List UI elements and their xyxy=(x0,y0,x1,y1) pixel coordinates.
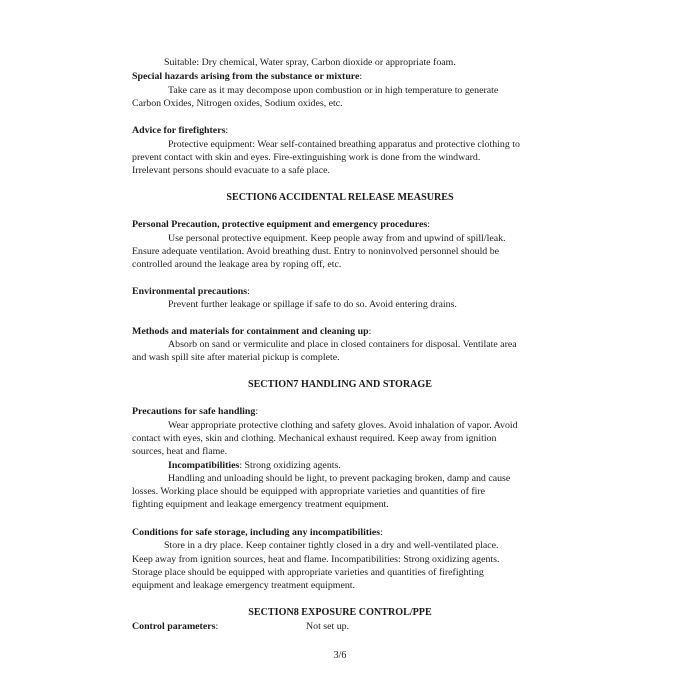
methods-line-1: Absorb on sand or vermiculite and place in closed containers for disposal. Ventilate area xyxy=(168,339,517,350)
advice-line-2: prevent contact with skin and eyes. Fire-extinguishing work is done from the windward. xyxy=(132,152,481,163)
suitable-media-line: Suitable: Dry chemical, Water spray, Carbon dioxide or appropriate foam. xyxy=(164,57,456,68)
environmental-heading: Environmental precautions: xyxy=(132,286,250,297)
precautions-heading: Precautions for safe handling: xyxy=(132,406,259,417)
special-hazards-line-2: Carbon Oxides, Nitrogen oxides, Sodium oxides, etc. xyxy=(132,98,343,109)
advice-line-1: Protective equipment: Wear self-contained breathing apparatus and protective clothing to xyxy=(168,139,520,150)
incompatibilities-line: Incompatibilities: Strong oxidizing agents. xyxy=(168,460,341,471)
storage-line-1: Store in a dry place. Keep container tightly closed in a dry and well-ventilated place. xyxy=(164,540,499,551)
storage-line-4: equipment and leakage emergency treatment equipment. xyxy=(132,580,356,591)
handling-line-2: losses. Working place should be equipped with appropriate varieties and quantities of fire xyxy=(132,486,486,497)
personal-precaution-heading: Personal Precaution, protective equipment and emergency procedures: xyxy=(132,219,430,230)
precautions-line-3: sources, heat and flame. xyxy=(132,446,228,457)
advice-firefighters-heading: Advice for firefighters: xyxy=(132,125,229,136)
handling-line-1: Handling and unloading should be light, to prevent packaging broken, damp and cause xyxy=(168,473,511,484)
control-parameters-value: Not set up. xyxy=(306,621,350,632)
special-hazards-heading: Special hazards arising from the substance or mixture: xyxy=(132,71,363,82)
storage-line-3: Storage place should be equipped with appropriate varieties and quantities of firefighting xyxy=(132,567,484,578)
handling-line-3: fighting equipment and leakage emergency treatment equipment. xyxy=(132,499,389,510)
section8-title: SECTION8 EXPOSURE CONTROL/PPE xyxy=(248,607,432,618)
personal-line-3: controlled around the leakage area by roping off, etc. xyxy=(132,259,342,270)
advice-line-3: Irrelevant persons should evacuate to a safe place. xyxy=(132,165,330,176)
precautions-line-1: Wear appropriate protective clothing and safety gloves. Avoid inhalation of vapor. Avoid xyxy=(168,420,518,431)
environmental-line-1: Prevent further leakage or spillage if safe to do so. Avoid entering drains. xyxy=(168,299,457,310)
section6-title: SECTION6 ACCIDENTAL RELEASE MEASURES xyxy=(226,192,454,203)
storage-heading: Conditions for safe storage, including any incompatibilities: xyxy=(132,527,383,538)
special-hazards-line-1: Take care as it may decompose upon combustion or in high temperature to generate xyxy=(168,85,499,96)
page-number: 3/6 xyxy=(333,650,347,661)
personal-line-1: Use personal protective equipment. Keep people away from and upwind of spill/leak. xyxy=(168,233,506,244)
methods-heading: Methods and materials for containment and cleaning up: xyxy=(132,326,372,337)
control-parameters-label: Control parameters: xyxy=(132,621,219,632)
section7-title: SECTION7 HANDLING AND STORAGE xyxy=(247,379,433,390)
storage-line-2: Keep away from ignition sources, heat and flame. Incompatibilities: Strong oxidizing agents. xyxy=(132,554,500,565)
precautions-line-2: contact with eyes, skin and clothing. Mechanical exhaust required. Keep away from ignition xyxy=(132,433,497,444)
methods-line-2: and wash spill site after material pickup is complete. xyxy=(132,352,340,363)
personal-line-2: Ensure adequate ventilation. Avoid breathing dust. Entry to noninvolved personnel should be xyxy=(132,246,500,257)
